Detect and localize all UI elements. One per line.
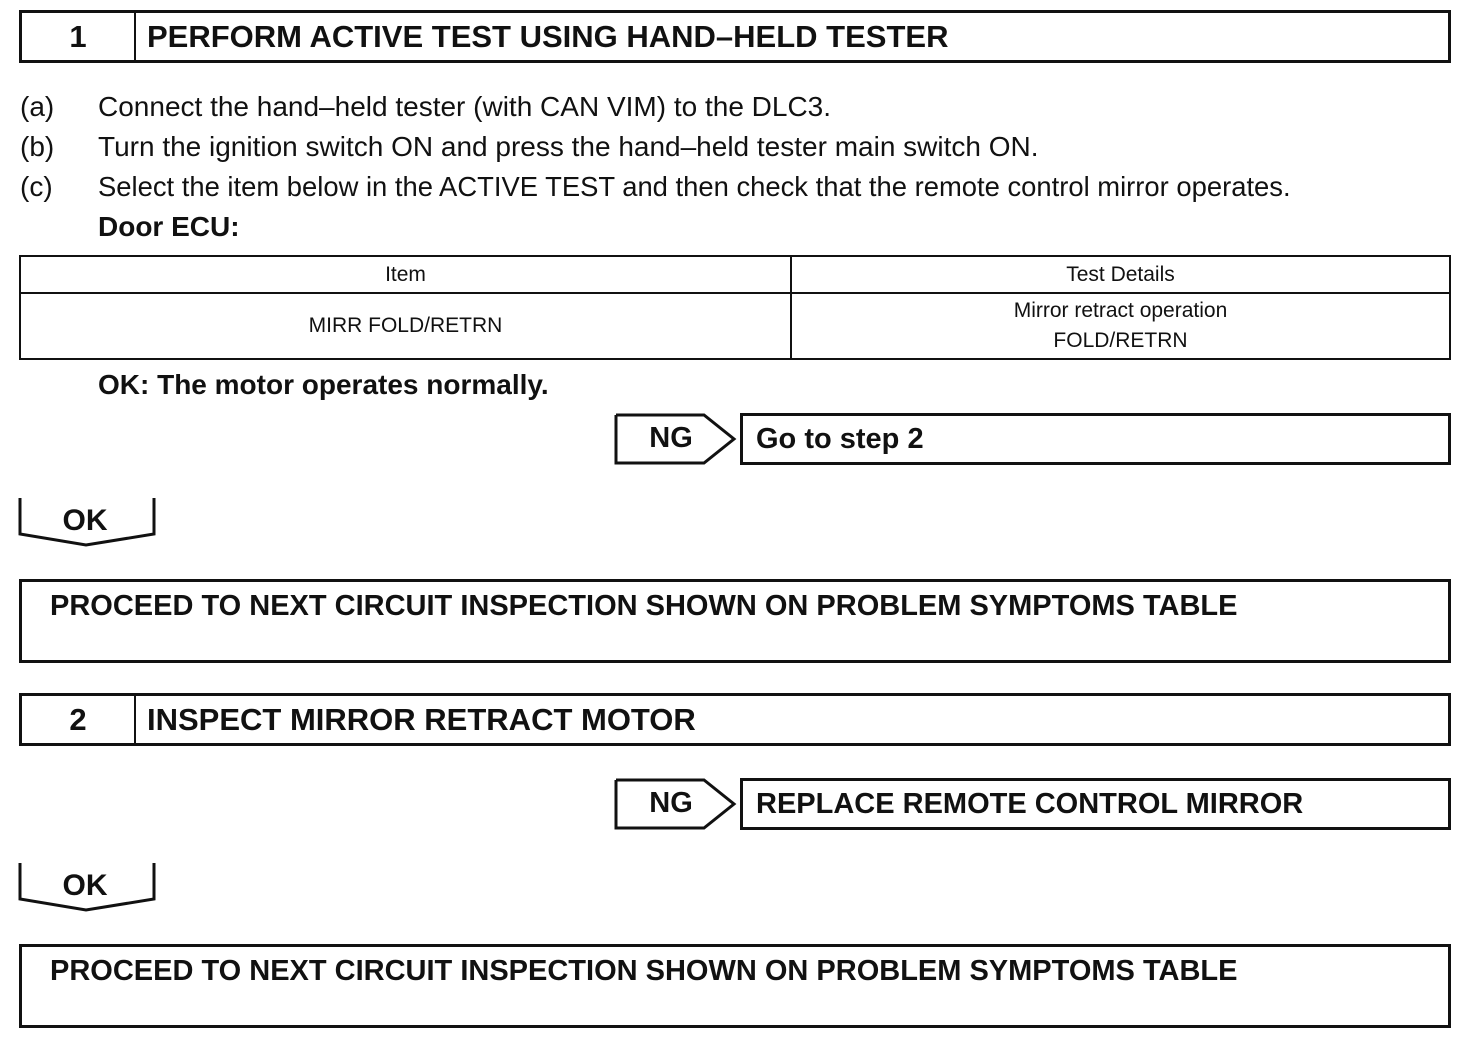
instruction-b-label: (b) <box>20 131 55 162</box>
step1-header <box>19 10 1451 63</box>
ok-label-step2: OK <box>62 869 108 902</box>
ok-arrow-step2 <box>18 861 156 913</box>
ng-arrow-step1 <box>614 413 738 465</box>
door-ecu-subheading: Door ECU: <box>98 211 240 242</box>
active-test-table <box>19 255 1451 360</box>
instruction-a <box>20 93 1460 123</box>
ng-label-step2: NG <box>649 786 693 819</box>
step2-title: INSPECT MIRROR RETRACT MOTOR <box>147 701 696 737</box>
instruction-c-label: (c) <box>20 171 53 202</box>
instruction-b <box>20 133 1460 163</box>
instruction-c <box>20 173 1460 203</box>
proceed-box-step2: PROCEED TO NEXT CIRCUIT INSPECTION SHOWN ON PROBLEM SYMPTOMS TABLE <box>19 944 1451 1028</box>
table-header-test-details: Test Details <box>1066 262 1175 286</box>
instruction-b-text: Turn the ignition switch ON and press the hand–held tester main switch ON. <box>98 131 1039 162</box>
step2-header <box>19 693 1451 746</box>
test-details-line1: Mirror retract operation <box>1013 299 1228 322</box>
step2-number: 2 <box>22 696 136 743</box>
ok-condition: OK: The motor operates normally. <box>98 369 549 400</box>
test-details-line2: FOLD/RETRN <box>1053 329 1188 352</box>
ok-label-step1: OK <box>62 504 108 537</box>
instruction-a-text: Connect the hand–held tester (with CAN VIM) to the DLC3. <box>98 91 832 122</box>
ng-result-step1: Go to step 2 <box>740 413 1451 465</box>
table-header-item: Item <box>385 262 426 286</box>
step1-title: PERFORM ACTIVE TEST USING HAND–HELD TESTER <box>147 18 949 54</box>
table-cell-test-details <box>792 294 1449 358</box>
instruction-a-label: (a) <box>20 91 55 122</box>
instruction-c-text: Select the item below in the ACTIVE TEST and then check that the remote control mirror operates. <box>98 171 1291 202</box>
proceed-box-step1: PROCEED TO NEXT CIRCUIT INSPECTION SHOWN ON PROBLEM SYMPTOMS TABLE <box>19 579 1451 663</box>
step1-number: 1 <box>22 13 136 60</box>
ok-arrow-step1 <box>18 496 156 548</box>
ng-label-step1: NG <box>649 421 693 454</box>
ng-arrow-step2 <box>614 778 738 830</box>
ng-result-step2: REPLACE REMOTE CONTROL MIRROR <box>740 778 1451 830</box>
table-cell-item: MIRR FOLD/RETRN <box>308 314 503 337</box>
